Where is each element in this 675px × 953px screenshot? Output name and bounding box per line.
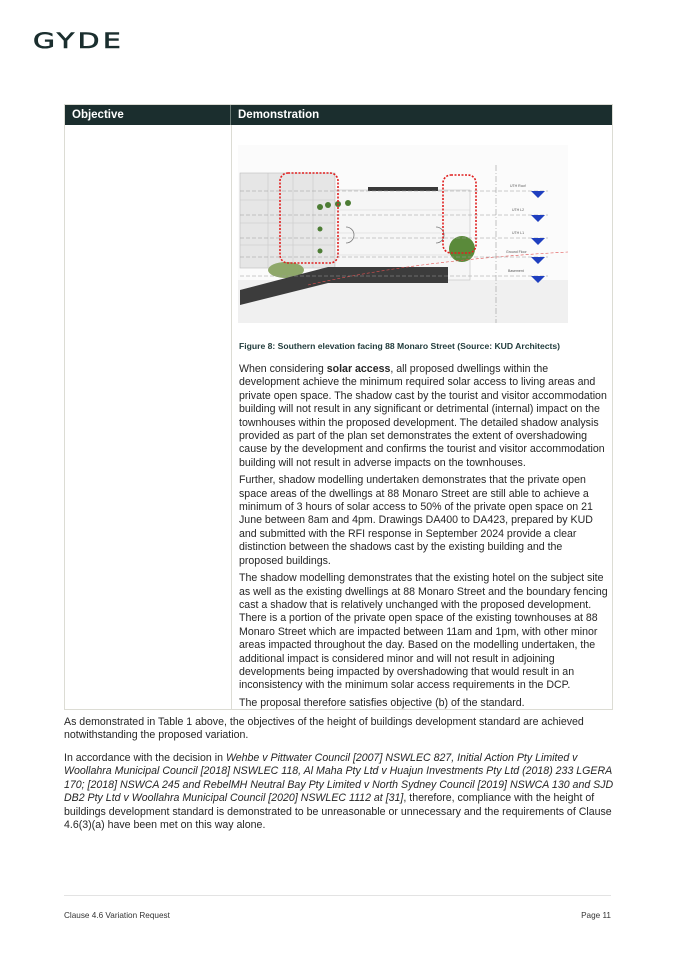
solar-access-paragraph [239,363,609,470]
para-text: In accordance with the decision in [64,752,226,764]
gyde-logo: GYDE [33,29,125,53]
table-header-row [65,105,612,125]
svg-text:Ground Floor: Ground Floor [506,250,527,254]
middle-building [335,190,470,280]
svg-text:UTH Roof: UTH Roof [510,184,526,188]
demonstration-text [239,363,609,714]
demonstration-cell [232,125,612,709]
svg-text:UTH L1: UTH L1 [512,231,525,235]
elevation-figure [238,145,568,323]
case-law-text [64,752,619,832]
objectives-table [64,104,613,710]
svg-text:Basement: Basement [508,269,524,273]
para-text: , all proposed dwellings within the development achieve the minimum required solar access to living areas and private open space. The shadow cast by the tourist and visitor accommodation building will not result in any significant or detrimental (internal) impact on the townhouses within the proposed development. The detailed shadow analysis provided as part of the plan set demonstrates the extent of overshadowing cause by the development and confirms the tourist and visitor accommodation building will not result in adverse impacts on the townhouses. [239,363,607,469]
figure-caption: Figure 8: Southern elevation facing 88 Monaro Street (Source: KUD Architects) [239,341,561,351]
summary-text: As demonstrated in Table 1 above, the objectives of the height of buildings development standard are achieved notwithstanding the proposed variation. [64,716,584,742]
para-bold-term: solar access [326,363,391,375]
table-summary-paragraph [64,716,619,743]
svg-text:UTH L2: UTH L2 [512,208,525,212]
footer-divider [64,895,611,896]
level-labels [506,184,527,273]
objective-cell [65,125,232,709]
header-objective: Objective [65,105,231,125]
para-text: , therefore, compliance with the height of buildings development standard is demonstrated to be unreasonable or unnecessary and the requirements of Clause 4.6(3)(a) have been met on this way alone. [64,792,612,832]
para-text: When considering [239,363,327,375]
tree-right [449,236,475,262]
conclusion-paragraph: The proposal therefore satisfies objective (b) of the standard. [239,696,525,709]
header-demonstration: Demonstration [238,109,320,121]
footer-page-number: Page 11 [581,911,611,920]
shadow-modelling-paragraph: Further, shadow modelling undertaken demonstrates that the private open space areas of the dwellings at 88 Monaro Street are still able to achieve a minimum of 3 hours of solar access to 50% of the private open space on 21 June between 8am and 4pm. Drawings DA400 to DA423, prepared by KUD and submitted with the RFI response in September 2024 provide a clear distinction between the shadows cast by the existing building and the proposed buildings. [239,474,593,567]
left-building [240,173,335,268]
case-law-paragraph [64,752,619,832]
case-citations: Wehbe v Pittwater Council [2007] NSWLEC 827, Initial Action Pty Limited v Woollahra Municipal Council [2018] NSWLEC 118, Al Maha Pty Ltd v Huajun Investments Pty Ltd (2018) 233 LGERA 170; [2018] NSWCA 245 and RebelMH Neutral Bay Pty Limited v North Sydney Council [2019] NSWCA 130 and SJD DB2 Pty Ltd v Woollahra Municipal Council [2020] NSWLEC 1112 at [31] [64,752,614,805]
elevation-drawing [238,145,568,323]
roof-element [368,187,438,191]
table-row [65,125,612,709]
footer-document-title: Clause 4.6 Variation Request [64,911,170,920]
level-markers [531,191,545,283]
hotel-shadow-paragraph: The shadow modelling demonstrates that the existing hotel on the subject site as well as the existing dwellings at 88 Monaro Street and the boundary fencing cast a shadow that is relatively unchanged with the proposed development. There is a portion of the private open space of the existing townhouses at 88 Monaro Street which are impacted between 11am and 1pm, with other minor areas impacted throughout the day. Based on the modelling undertaken, the additional impact is considered minor and will not result in adjoining developments being impacted by overshadowing that would result in an inconsistency with the minimum solar access requirements in the DCP. [239,572,608,692]
